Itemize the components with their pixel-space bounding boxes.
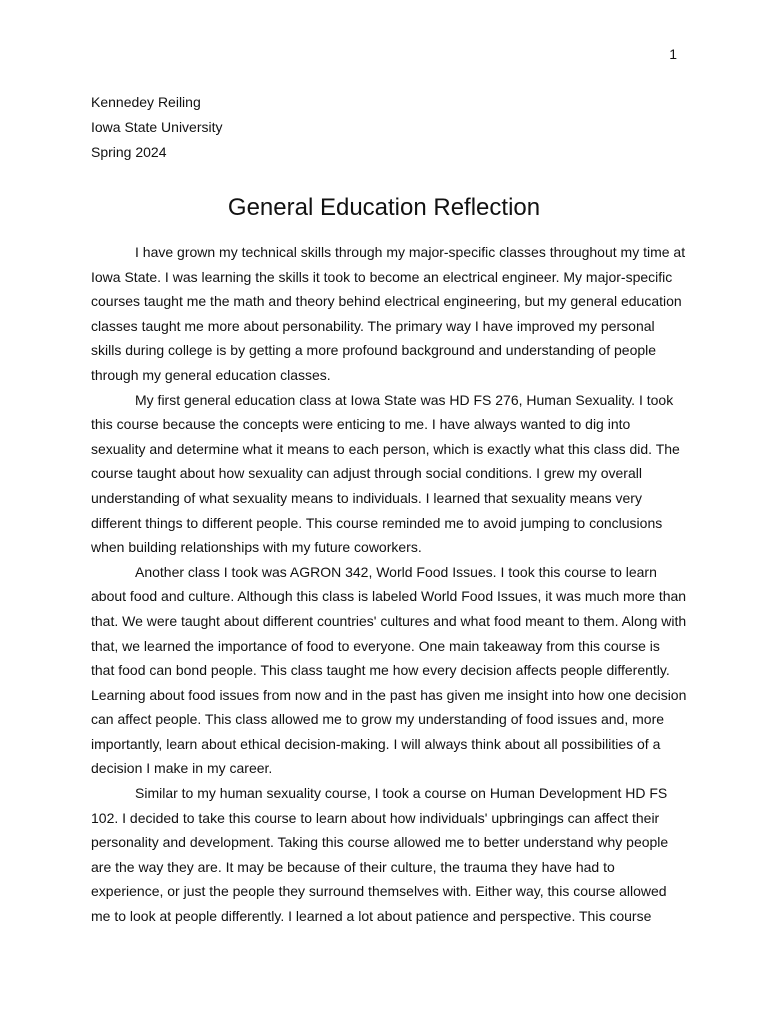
institution-name: Iowa State University <box>91 119 223 135</box>
text-line: Similar to my human sexuality course, I took a course on Human Development HD FS <box>135 785 668 802</box>
text-line: about food and culture. Although this class is labeled World Food Issues, it was much more than <box>91 588 687 605</box>
text-line: understanding of what sexuality means to individuals. I learned that sexuality means very <box>91 489 642 506</box>
text-line: I have grown my technical skills through my major-specific classes throughout my time at <box>135 244 686 260</box>
text-line: skills during college is by getting a more profound background and understanding of people <box>91 342 657 359</box>
text-line: decision I make in my career. <box>91 760 273 777</box>
text-line: through my general education classes. <box>91 366 331 383</box>
text-line: Another class I took was AGRON 342, World Food Issues. I took this course to learn <box>135 563 657 580</box>
text-line: My first general education class at Iowa State was HD FS 276, Human Sexuality. I took <box>135 391 674 408</box>
text-line: personality and development. Taking this course allowed me to better understand why people <box>91 834 669 851</box>
text-line: course taught about how sexuality can adjust through social conditions. I grew my overall <box>91 465 642 482</box>
text-line: can affect people. This class allowed me to grow my understanding of food issues and, more <box>91 711 665 728</box>
text-line: that, we learned the importance of food to everyone. One main takeaway from this course is <box>91 637 660 654</box>
text-line: when building relationships with my future coworkers. <box>91 539 422 556</box>
text-line: Iowa State. I was learning the skills it took to become an electrical engineer. My major-specific <box>91 268 673 285</box>
author-name: Kennedey Reiling <box>91 94 201 110</box>
text-line: experience, or just the people they surround themselves with. Either way, this course allowed <box>91 883 667 900</box>
text-line: different things to different people. This course reminded me to avoid jumping to conclusions <box>91 514 663 531</box>
text-line: importantly, learn about ethical decision-making. I will always think about all possibilities of a <box>91 735 661 752</box>
text-line: that food can bond people. This class taught me how every decision affects people differently. <box>91 662 670 679</box>
term: Spring 2024 <box>91 144 167 160</box>
document-header <box>91 90 223 165</box>
text-line: that. We were taught about different countries' cultures and what food meant to them. Along with <box>91 612 687 629</box>
text-line: courses taught me the math and theory behind electrical engineering, but my general education <box>91 293 682 310</box>
text-line: sexuality and determine what it means to each person, which is exactly what this class did. The <box>91 440 680 457</box>
text-line: this course because the concepts were enticing to me. I have always wanted to dig into <box>91 416 631 433</box>
page-number: 1 <box>669 46 677 62</box>
text-line: are the way they are. It may be because of their culture, the trauma they have had to <box>91 858 615 875</box>
text-line: classes taught me more about personability. The primary way I have improved my personal <box>91 317 655 334</box>
text-line: me to look at people differently. I learned a lot about patience and perspective. This course <box>91 908 652 925</box>
document-body <box>91 240 687 929</box>
text-line: Learning about food issues from now and in the past has given me insight into how one decision <box>91 686 687 703</box>
document-title: General Education Reflection <box>227 194 541 221</box>
text-line: 102. I decided to take this course to learn about how individuals' upbringings can affect their <box>91 809 660 826</box>
